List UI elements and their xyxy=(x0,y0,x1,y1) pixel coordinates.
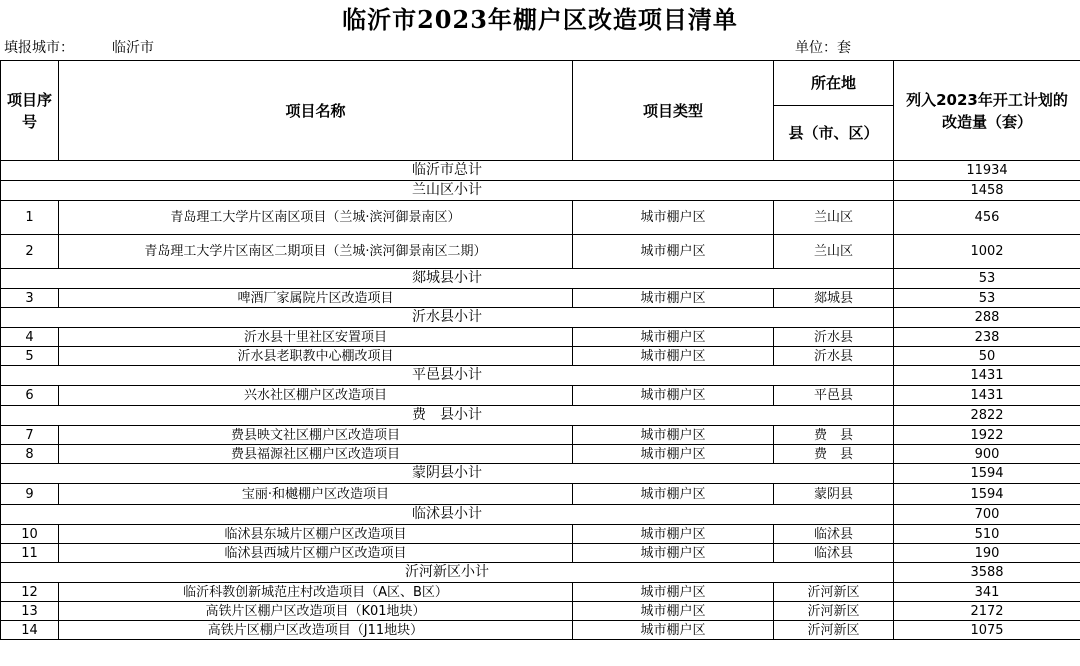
cell-type: 城市棚户区 xyxy=(573,445,774,464)
header-location: 所在地 xyxy=(774,61,894,106)
subtotal-label: 蒙阴县小计 xyxy=(1,464,894,484)
cell-no: 1 xyxy=(1,201,59,235)
fill-city-value: 临沂市 xyxy=(112,40,154,56)
subtotal-row xyxy=(1,406,1080,426)
cell-county: 沂河新区 xyxy=(774,621,894,640)
cell-type: 城市棚户区 xyxy=(573,602,774,621)
cell-type: 城市棚户区 xyxy=(573,544,774,563)
cell-name: 费县福源社区棚户区改造项目 xyxy=(59,445,573,464)
cell-county: 沂水县 xyxy=(774,328,894,347)
subtotal-label: 兰山区小计 xyxy=(1,181,894,201)
subtotal-value: 1431 xyxy=(894,366,1080,386)
table-row xyxy=(1,544,1080,563)
header-row-1 xyxy=(1,61,1080,106)
subtotal-label: 沂河新区小计 xyxy=(1,563,894,583)
cell-name: 兴水社区棚户区改造项目 xyxy=(59,386,573,406)
cell-amount: 50 xyxy=(894,347,1080,366)
subtotal-row xyxy=(1,464,1080,484)
cell-type: 城市棚户区 xyxy=(573,289,774,308)
subtotal-value: 3588 xyxy=(894,563,1080,583)
cell-type: 城市棚户区 xyxy=(573,583,774,602)
table-row xyxy=(1,602,1080,621)
subtotal-value: 2822 xyxy=(894,406,1080,426)
subtotal-row xyxy=(1,563,1080,583)
header-type: 项目类型 xyxy=(573,61,774,161)
cell-amount: 53 xyxy=(894,289,1080,308)
cell-type: 城市棚户区 xyxy=(573,386,774,406)
table-row xyxy=(1,621,1080,640)
header-seq: 项目序号 xyxy=(1,61,59,161)
page-title: 临沂市2023年棚户区改造项目清单 xyxy=(342,5,738,34)
grand-total-value: 11934 xyxy=(894,161,1080,181)
subtotal-row xyxy=(1,505,1080,525)
cell-type: 城市棚户区 xyxy=(573,328,774,347)
cell-county: 沂水县 xyxy=(774,347,894,366)
project-table xyxy=(0,60,1080,640)
cell-amount: 238 xyxy=(894,328,1080,347)
cell-name: 临沭县东城片区棚户区改造项目 xyxy=(59,525,573,544)
header-amount: 列入2023年开工计划的改造量（套） xyxy=(894,61,1080,161)
cell-county: 费 县 xyxy=(774,445,894,464)
cell-amount: 1075 xyxy=(894,621,1080,640)
subtotal-value: 1594 xyxy=(894,464,1080,484)
subtotal-label: 沂水县小计 xyxy=(1,308,894,328)
cell-amount: 1431 xyxy=(894,386,1080,406)
cell-name: 宝丽·和樾棚户区改造项目 xyxy=(59,484,573,505)
table-row xyxy=(1,484,1080,505)
cell-name: 青岛理工大学片区南区项目（兰城·滨河御景南区） xyxy=(59,201,573,235)
cell-no: 13 xyxy=(1,602,59,621)
cell-county: 临沭县 xyxy=(774,544,894,563)
subtotal-label: 费 县小计 xyxy=(1,406,894,426)
table-row xyxy=(1,445,1080,464)
cell-county: 蒙阴县 xyxy=(774,484,894,505)
cell-county: 兰山区 xyxy=(774,235,894,269)
cell-no: 14 xyxy=(1,621,59,640)
cell-no: 10 xyxy=(1,525,59,544)
subtotal-row xyxy=(1,181,1080,201)
cell-name: 高铁片区棚户区改造项目（J11地块） xyxy=(59,621,573,640)
cell-no: 8 xyxy=(1,445,59,464)
cell-name: 高铁片区棚户区改造项目（K01地块） xyxy=(59,602,573,621)
cell-amount: 510 xyxy=(894,525,1080,544)
cell-name: 临沭县西城片区棚户区改造项目 xyxy=(59,544,573,563)
cell-no: 9 xyxy=(1,484,59,505)
cell-type: 城市棚户区 xyxy=(573,484,774,505)
cell-county: 费 县 xyxy=(774,426,894,445)
cell-type: 城市棚户区 xyxy=(573,347,774,366)
cell-no: 12 xyxy=(1,583,59,602)
table-row xyxy=(1,328,1080,347)
subtotal-value: 53 xyxy=(894,269,1080,289)
subtotal-value: 700 xyxy=(894,505,1080,525)
fill-city-label: 填报城市： xyxy=(4,40,74,56)
cell-type: 城市棚户区 xyxy=(573,525,774,544)
cell-amount: 190 xyxy=(894,544,1080,563)
cell-county: 郯城县 xyxy=(774,289,894,308)
cell-name: 青岛理工大学片区南区二期项目（兰城·滨河御景南区二期） xyxy=(59,235,573,269)
cell-amount: 456 xyxy=(894,201,1080,235)
cell-name: 沂水县十里社区安置项目 xyxy=(59,328,573,347)
cell-no: 3 xyxy=(1,289,59,308)
unit-label: 单位：套 xyxy=(795,40,851,56)
cell-name: 啤酒厂家属院片区改造项目 xyxy=(59,289,573,308)
subtotal-row xyxy=(1,366,1080,386)
cell-amount: 341 xyxy=(894,583,1080,602)
header-name: 项目名称 xyxy=(59,61,573,161)
cell-county: 临沭县 xyxy=(774,525,894,544)
cell-no: 6 xyxy=(1,386,59,406)
cell-type: 城市棚户区 xyxy=(573,621,774,640)
table-row xyxy=(1,583,1080,602)
cell-amount: 1002 xyxy=(894,235,1080,269)
cell-no: 5 xyxy=(1,347,59,366)
cell-no: 11 xyxy=(1,544,59,563)
cell-name: 费县映文社区棚户区改造项目 xyxy=(59,426,573,445)
table-row xyxy=(1,426,1080,445)
subtotal-row xyxy=(1,269,1080,289)
subtotal-label: 郯城县小计 xyxy=(1,269,894,289)
subtotal-value: 1458 xyxy=(894,181,1080,201)
subtotal-label: 临沭县小计 xyxy=(1,505,894,525)
cell-amount: 1922 xyxy=(894,426,1080,445)
cell-name: 沂水县老职教中心棚改项目 xyxy=(59,347,573,366)
subtotal-label: 平邑县小计 xyxy=(1,366,894,386)
cell-amount: 1594 xyxy=(894,484,1080,505)
cell-no: 4 xyxy=(1,328,59,347)
cell-county: 平邑县 xyxy=(774,386,894,406)
cell-county: 兰山区 xyxy=(774,201,894,235)
table-row xyxy=(1,525,1080,544)
subtotal-value: 288 xyxy=(894,308,1080,328)
table-row xyxy=(1,289,1080,308)
header-county: 县（市、区） xyxy=(774,106,894,161)
table-row xyxy=(1,347,1080,366)
cell-no: 2 xyxy=(1,235,59,269)
cell-no: 7 xyxy=(1,426,59,445)
grand-total-label: 临沂市总计 xyxy=(1,161,894,181)
cell-amount: 900 xyxy=(894,445,1080,464)
cell-county: 沂河新区 xyxy=(774,583,894,602)
cell-name: 临沂科教创新城范庄村改造项目（A区、B区） xyxy=(59,583,573,602)
table-row xyxy=(1,235,1080,269)
table-row xyxy=(1,386,1080,406)
table-row xyxy=(1,201,1080,235)
cell-type: 城市棚户区 xyxy=(573,201,774,235)
cell-type: 城市棚户区 xyxy=(573,426,774,445)
cell-amount: 2172 xyxy=(894,602,1080,621)
grand-total-row xyxy=(1,161,1080,181)
cell-county: 沂河新区 xyxy=(774,602,894,621)
subtotal-row xyxy=(1,308,1080,328)
cell-type: 城市棚户区 xyxy=(573,235,774,269)
